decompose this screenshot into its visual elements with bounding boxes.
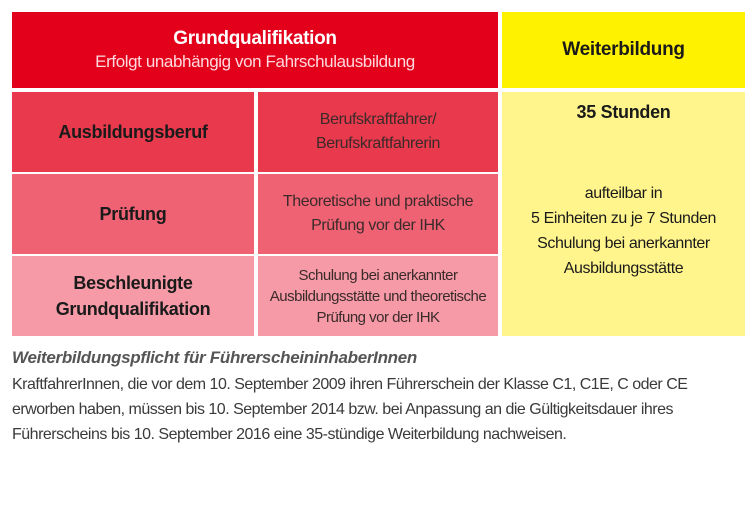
weiterbildung-hours: 35 Stunden (576, 102, 671, 122)
grundqualifikation-subtitle: Erfolgt unabhängig von Fahrschulausbildung (95, 52, 415, 71)
row-pruefung-detail (258, 174, 498, 254)
weiterbildung-details (531, 181, 716, 281)
note-body-line: erworben haben, müssen bis 10. September 2014 bzw. bei Anpassung an die Gültigkeitsdauer ihres (12, 401, 673, 418)
row-label-line: Beschleunigte (73, 273, 193, 293)
grundqualifikation-title: Grundqualifikation (173, 28, 337, 49)
weiterbildung-column (502, 92, 745, 336)
note-body-line: KraftfahrerInnen, die vor dem 10. September 2009 ihren Führerschein der Klasse C1, C1E, C oder CE (12, 376, 688, 393)
row-ausbildungsberuf-label (12, 92, 254, 172)
row-label-line: Ausbildungsberuf (58, 122, 208, 142)
row-detail-line: Schulung bei anerkannter (298, 266, 458, 284)
weiterbildung-detail-line: 5 Einheiten zu je 7 Stunden (531, 210, 716, 227)
row-beschleunigte-grundqualifikation-detail (258, 256, 498, 336)
weiterbildung-detail-line: Schulung bei anerkannter (537, 235, 710, 252)
row-label-line: Grundqualifikation (55, 299, 211, 319)
row-label-line: Prüfung (99, 204, 167, 224)
weiterbildungspflicht-note (12, 348, 746, 447)
note-body (12, 372, 746, 447)
note-title: Weiterbildungspflicht für FührerscheininhaberInnen (12, 348, 417, 367)
row-detail-line: Theoretische und praktische (282, 193, 474, 210)
weiterbildung-header (502, 12, 745, 88)
row-detail-line: Prüfung vor der IHK (311, 217, 445, 234)
row-detail-line: Ausbildungsstätte und theoretische (269, 287, 487, 305)
row-detail-line: Berufskraftfahrerin (315, 135, 440, 152)
weiterbildung-title: Weiterbildung (562, 39, 685, 60)
weiterbildung-detail-line: aufteilbar in (584, 185, 663, 202)
row-detail-line: Berufskraftfahrer/ (319, 111, 437, 128)
row-beschleunigte-grundqualifikation-label (12, 256, 254, 336)
row-ausbildungsberuf-detail (258, 92, 498, 172)
grundqualifikation-header (12, 12, 498, 88)
note-body-line: Führerscheins bis 10. September 2016 eine 35-stündige Weiterbildung nachweisen. (12, 426, 567, 443)
row-pruefung-label (12, 174, 254, 254)
weiterbildung-detail-line: Ausbildungsstätte (563, 260, 684, 277)
row-detail-line: Prüfung vor der IHK (316, 308, 440, 326)
